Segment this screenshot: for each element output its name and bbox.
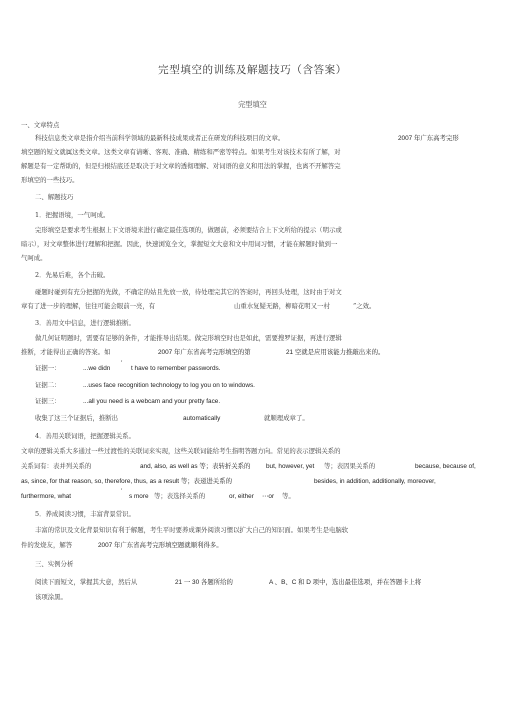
section-subtitle: 完型填空 (238, 100, 267, 109)
document-page: 完型填空的训练及解题技巧（含答案） 完型填空 一、文章特点 科技信息类文章是指介绍当前科学领域的最新科技成果或者正在研发的科技项目的文章。 2007 年广东高考完形 填空题的短文就属这类文章。这类文章有请晰、客观、准确、精练和严密等特点。如果考生对该技术有所了解，对 解题是有一定帮助的，但是归根结底还是取决于对文章的透彻理解、对词语的意义和用法的掌握，也离不开解答完 形填空的一些技巧。 二、解题技巧 1．把握语境，一气呵成。 完形填空是要求考生根据上下文语境来进行确定最佳选项的，做题前，必须要结合上下文所给的提示（明示或 暗示），对文章整体进行理解和把握。因此，快速浏览全文，掌握短文大意和文中用词习惯，才能在解题时做到一 气呵成。 2．先易后难，各个击破。 碰题时碰到有充分把握的先做，不确定的姑且先放一放，待处理完其它的答案时，再回头处理，这时由于对文 章有了进一步的理解，往往可能会眼前一亮，有 山重水复疑无路，柳暗花明又一村 ”之效。 3．善用文中信息，进行逻辑推断。 做几何证明题时，需要有足够的条件，才能推导出结果。做完形填空时也是如此，需要搜罗证据，再进行逻辑 推断，才能得出正确的答案。如 2007 年广东省高考完形填空的第 21 空就是应用该能力推敲出来的。 证据一： ...we didn ’ t have to remember passwords. 证据二： ...uses face recognition technology to log you on to windows. 证据三： ...all you need is a webcam and your pretty face. 收集了这三个证据后，推断出 automatically 就顺理成章了。 4．善用关联词语，把握逻辑关系。 文章的逻辑关系大多通过一些过渡性的关联词来实现，这些关联词能给考生指明答题方向。常见的表示逻辑关系的 关系词有：表并列关系的 and, also, as well as 等；表转折关系的 but, however, yet 等；表因果关系的 because, because of, as, since, for that reason, so, therefore, thus, as a result 等；表递进关系的 besides, in addition, additionally, moreover, furthermore, what ’ s more 等；表选择关系的 or, either ⋯or 等。 5．养成阅读习惯，丰富背景常识。 丰富的常识及文化背景知识有利于解题，考生平时要养成课外阅读习惯以扩大自己的知识面。如果考生是电脑软 件的发烧友，解答 2007 年广东省高考完形填空题就顺利得多。 三、实例分析 阅读下面短文，掌握其大意，然后从 21 一 30 各题所给的 A 、B、C 和 D 项中，选出最佳选项，并在答题卡上将 该项涂黑。 (0, 0, 505, 714)
document-title: 完型填空的训练及解题技巧（含答案） (158, 64, 347, 76)
